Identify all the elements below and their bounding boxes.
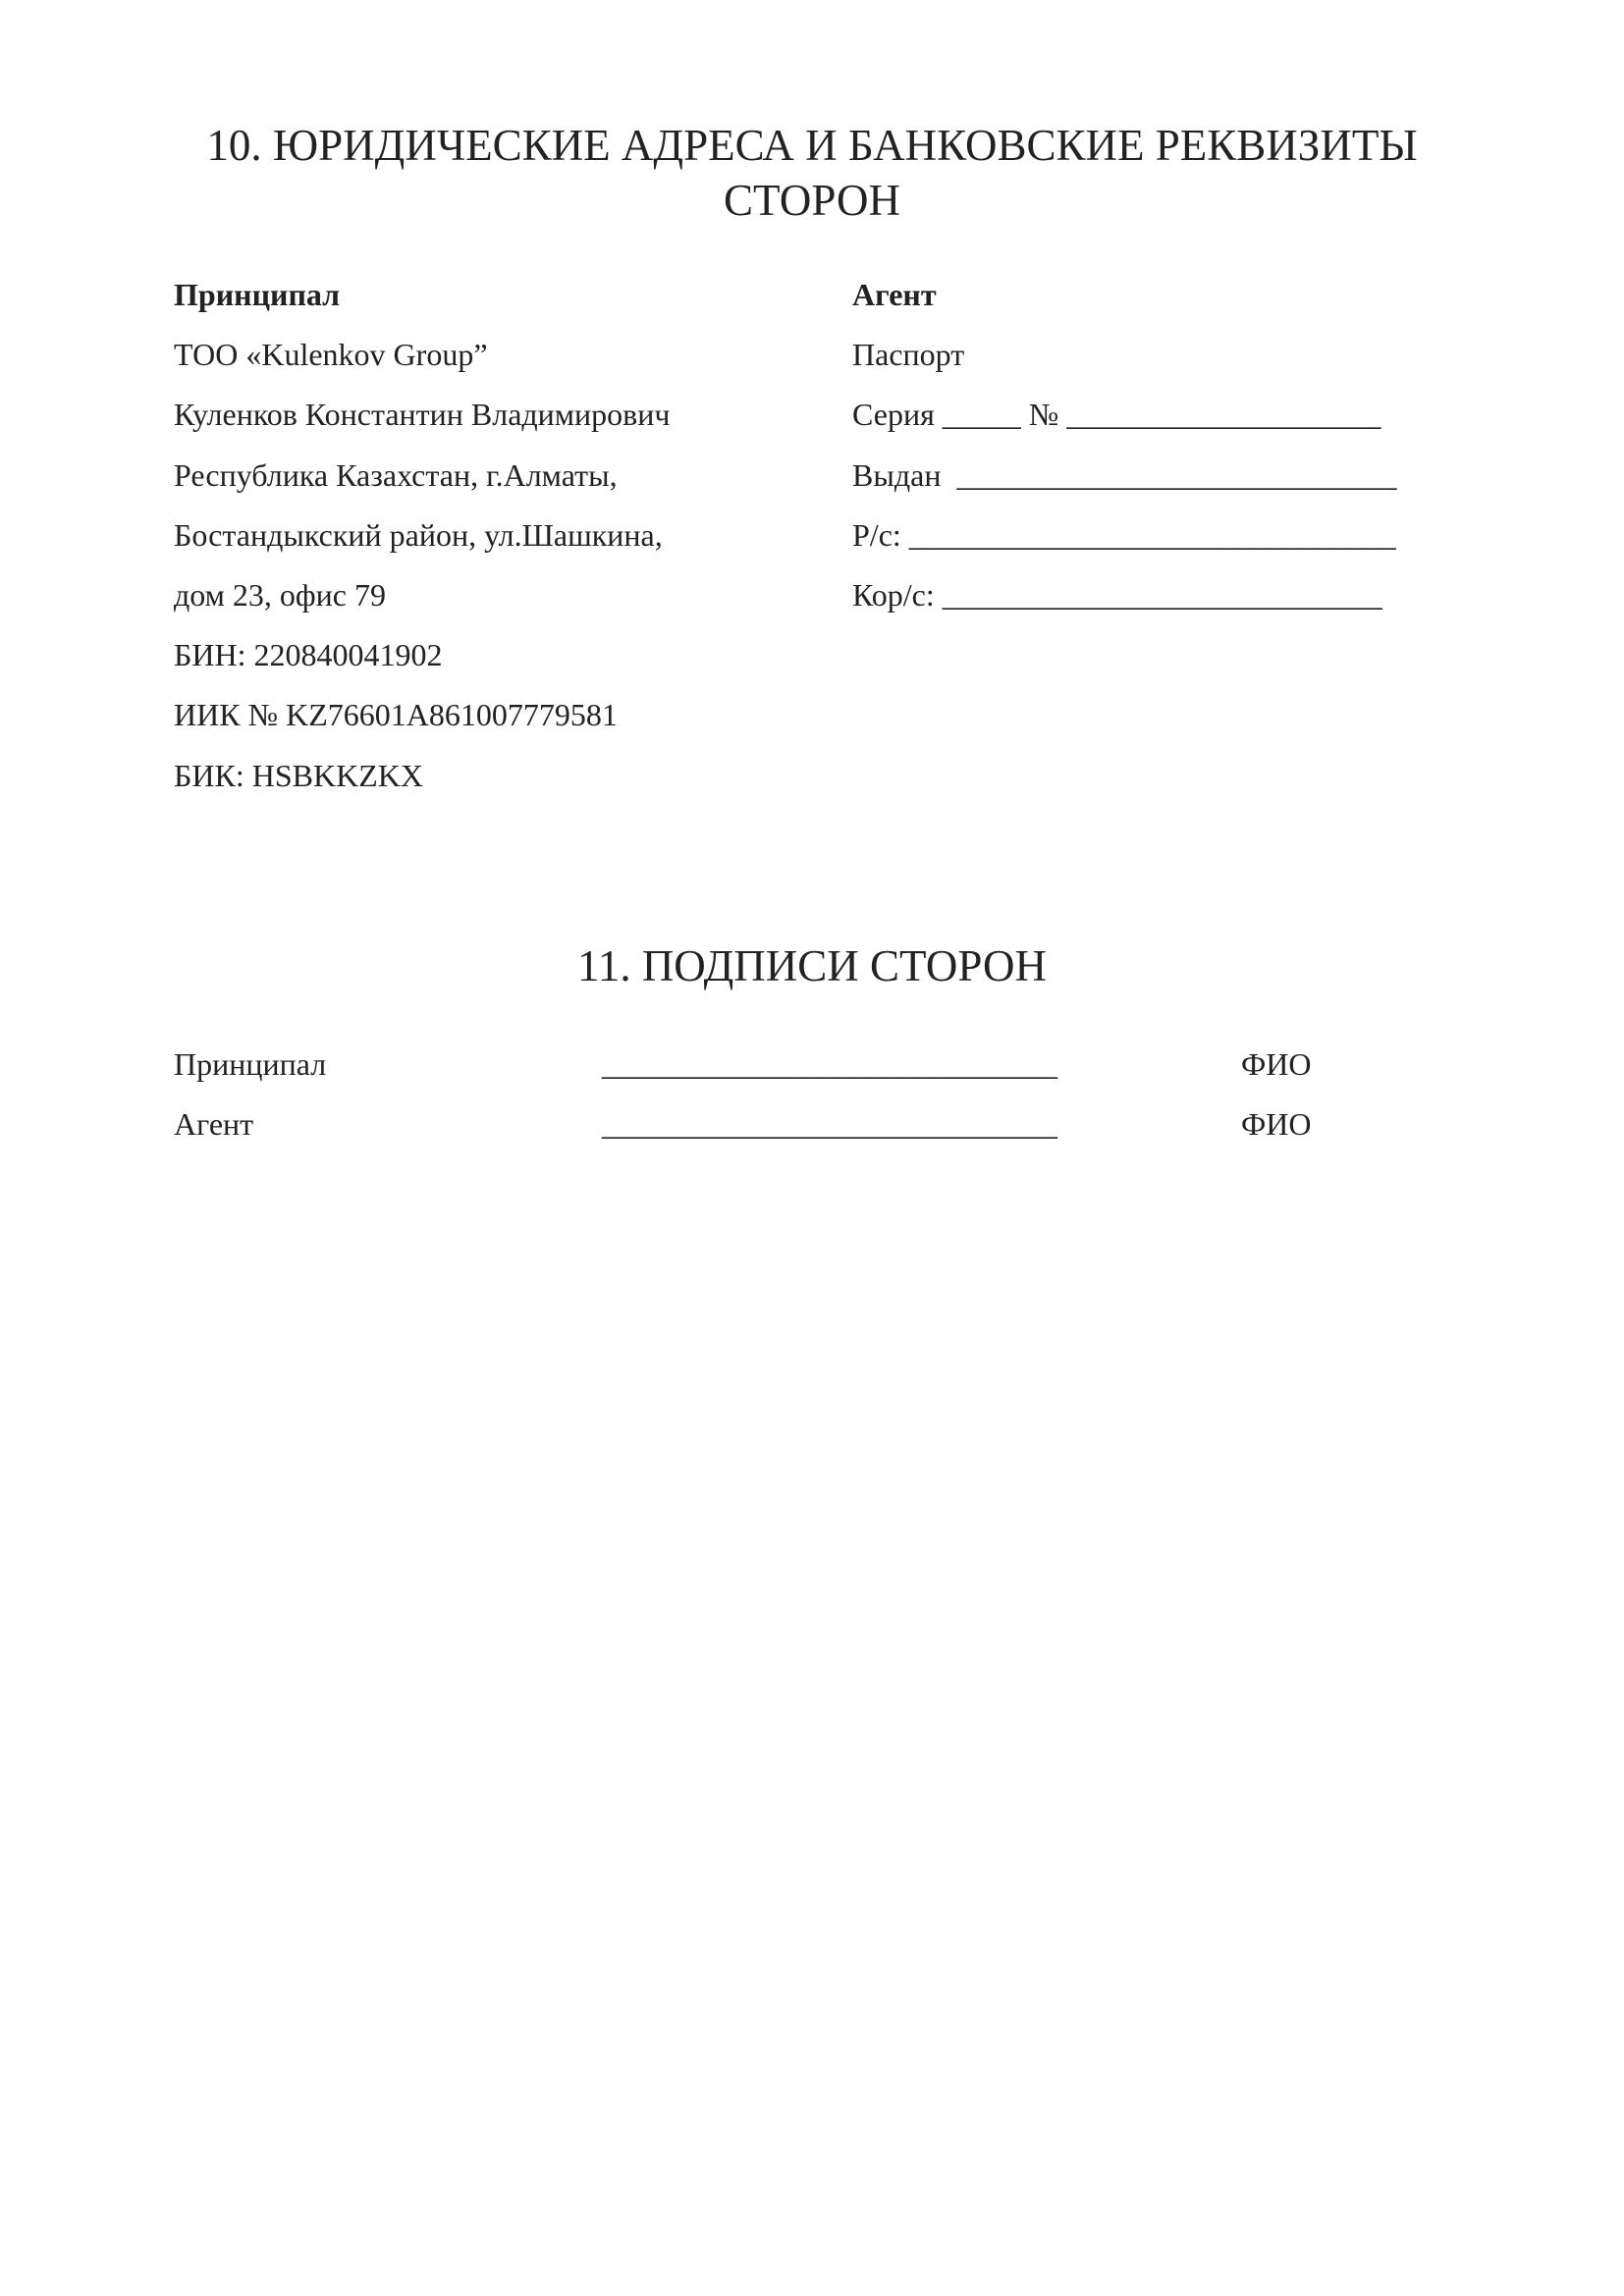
signature-fio-agent: ФИО — [1241, 1106, 1312, 1142]
signature-label-principal: Принципал — [174, 1046, 327, 1082]
agent-passport-label: Паспорт — [852, 337, 965, 373]
agent-details — [852, 275, 1461, 635]
principal-heading: Принципал — [174, 277, 341, 312]
signature-row-principal — [0, 1044, 1624, 1094]
agent-heading: Агент — [852, 277, 937, 312]
signature-fio-principal: ФИО — [1241, 1046, 1312, 1082]
principal-bik: БИК: HSBKKZKX — [174, 757, 423, 793]
section-10-title — [0, 118, 1624, 228]
principal-director: Куленков Константин Владимирович — [174, 397, 671, 433]
section-11-title: 11. ПОДПИСИ СТОРОН — [576, 941, 1047, 990]
agent-passport-series-number: Серия _____ № ____________________ — [852, 397, 1381, 433]
principal-iik: ИИК № KZ76601A861007779581 — [174, 697, 618, 733]
agent-issued-by: Выдан ____________________________ — [852, 456, 1397, 493]
agent-corr-account: Кор/с: ____________________________ — [852, 576, 1382, 613]
section-10-title-line1: 10. ЮРИДИЧЕСКИЕ АДРЕСА И БАНКОВСКИЕ РЕКВИЗИТЫ — [206, 121, 1418, 170]
agent-account: Р/с: _______________________________ — [852, 516, 1396, 553]
signature-label-agent: Агент — [174, 1106, 254, 1142]
principal-details — [174, 275, 802, 816]
signature-line-agent: _____________________________ — [602, 1106, 1057, 1142]
principal-address-line2: Бостандыкский район, ул.Шашкина, — [174, 516, 663, 553]
principal-address-line3: дом 23, офис 79 — [174, 576, 386, 613]
principal-address-line1: Республика Казахстан, г.Алматы, — [174, 456, 618, 493]
principal-bin: БИН: 220840041902 — [174, 637, 443, 673]
signature-row-agent — [0, 1104, 1624, 1153]
signature-line-principal: _____________________________ — [602, 1046, 1057, 1082]
section-10-title-line2: СТОРОН — [724, 176, 900, 225]
principal-company: ТОО «Kulenkov Group” — [174, 337, 488, 373]
